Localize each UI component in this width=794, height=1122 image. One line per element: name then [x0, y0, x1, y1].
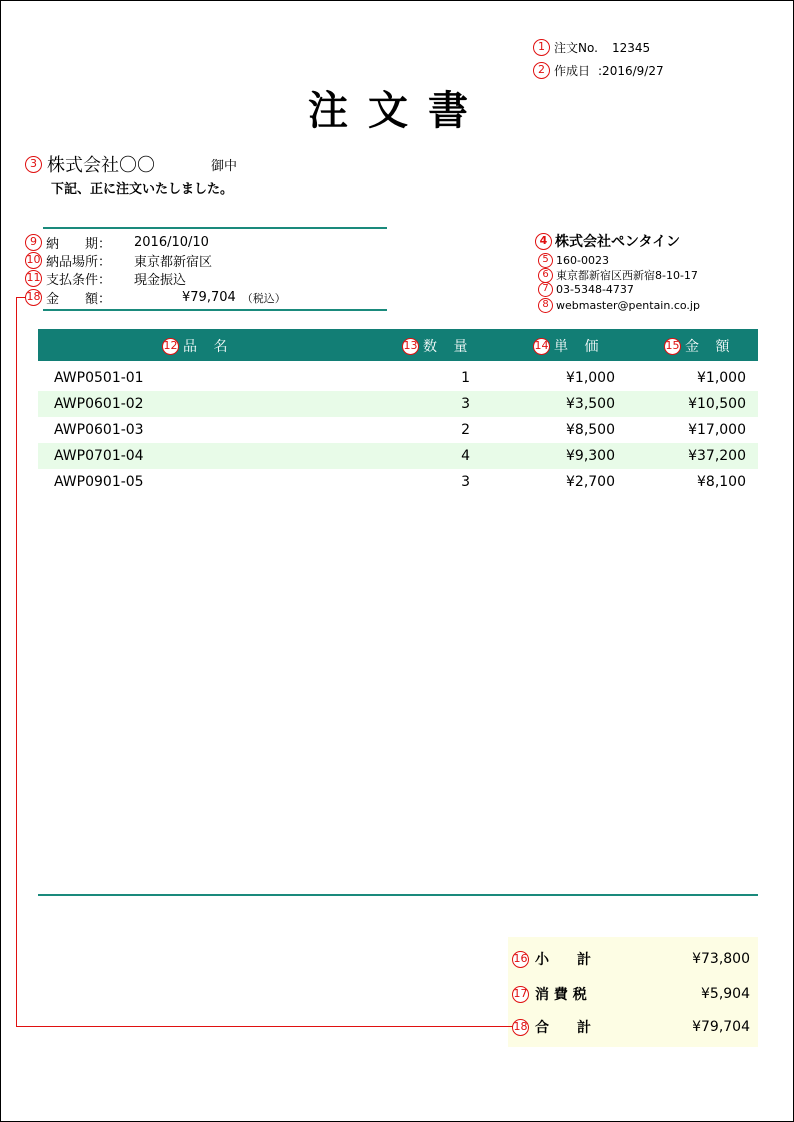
header-unit-price — [533, 336, 604, 356]
connector-line-vertical — [16, 297, 17, 1026]
table-row — [38, 417, 758, 443]
cell-quantity: 3 — [461, 474, 470, 490]
callout-marker: 17 — [512, 986, 529, 1003]
company-email-text: webmaster@pentain.co.jp — [556, 299, 700, 312]
header-item-name — [162, 336, 233, 356]
table-row — [38, 469, 758, 495]
term-label: 金 額： — [46, 292, 112, 307]
callout-marker: 14 — [533, 338, 550, 355]
creation-date-value: :2016/9/27 — [598, 63, 664, 78]
cell-unit-price: ¥2,700 — [566, 474, 615, 490]
terms-top-divider — [43, 227, 387, 229]
callout-marker: 18 — [25, 289, 42, 306]
term-amount — [25, 289, 286, 306]
callout-marker: 11 — [25, 270, 42, 287]
header-label: 単 価 — [554, 339, 605, 355]
order-number-label: 注文No. — [554, 41, 598, 55]
callout-marker: 10 — [25, 252, 42, 269]
cell-unit-price: ¥9,300 — [566, 448, 615, 464]
callout-marker: 16 — [512, 951, 529, 968]
cell-amount: ¥8,100 — [697, 474, 746, 490]
term-label: 支払条件： — [46, 273, 112, 288]
summary-total — [512, 1017, 754, 1037]
company-tel-text: 03-5348-4737 — [556, 283, 634, 296]
terms-bottom-divider — [43, 309, 387, 311]
company-zip-text: 160-0023 — [556, 254, 609, 267]
summary-value: ¥73,800 — [692, 951, 750, 967]
company-address-text: 東京都新宿区西新宿8-10-17 — [556, 269, 698, 282]
term-delivery-date — [25, 234, 209, 251]
cell-unit-price: ¥8,500 — [566, 422, 615, 438]
cell-amount: ¥1,000 — [697, 370, 746, 386]
addressee-honorific: 御中 — [211, 158, 238, 174]
creation-date-label: 作成日 — [554, 64, 591, 78]
callout-marker: 3 — [25, 156, 42, 173]
summary-label: 合 計 — [535, 1020, 591, 1036]
page-title: 注文書 — [308, 87, 488, 134]
term-value: 現金振込 — [134, 273, 187, 288]
callout-marker: 4 — [535, 233, 552, 250]
term-value: 2016/10/10 — [134, 235, 209, 250]
cell-amount: ¥37,200 — [688, 448, 746, 464]
company-tel — [538, 282, 634, 297]
table-row — [38, 443, 758, 469]
cell-item-name: AWP0901-05 — [54, 474, 144, 490]
summary-value: ¥79,704 — [692, 1019, 750, 1035]
cell-quantity: 3 — [461, 396, 470, 412]
company-name-text: 株式会社ペンタイン — [555, 234, 681, 250]
cell-amount: ¥10,500 — [688, 396, 746, 412]
tax-included-note: （税込） — [241, 291, 286, 305]
callout-marker: 15 — [664, 338, 681, 355]
cell-item-name: AWP0701-04 — [54, 448, 144, 464]
summary-tax — [512, 984, 754, 1004]
summary-box — [508, 937, 758, 1047]
cell-unit-price: ¥3,500 — [566, 396, 615, 412]
order-number-value: 12345 — [611, 40, 651, 55]
company-email — [538, 298, 700, 313]
cell-item-name: AWP0601-02 — [54, 396, 144, 412]
header-quantity — [402, 336, 473, 356]
term-delivery-place — [25, 252, 212, 269]
callout-marker: 5 — [538, 253, 553, 268]
header-label: 数 量 — [423, 339, 474, 355]
summary-subtotal — [512, 949, 754, 969]
term-value: 東京都新宿区 — [134, 255, 213, 270]
cell-item-name: AWP0601-03 — [54, 422, 144, 438]
term-label: 納品場所： — [46, 255, 112, 270]
callout-marker: 9 — [25, 234, 42, 251]
connector-line-top — [16, 297, 26, 298]
table-row — [38, 365, 758, 391]
cell-unit-price: ¥1,000 — [566, 370, 615, 386]
callout-marker: 1 — [533, 39, 550, 56]
addressee-name: 株式会社〇〇 — [47, 155, 155, 176]
header-label: 品 名 — [183, 339, 234, 355]
callout-marker: 6 — [538, 268, 553, 283]
cell-quantity: 1 — [461, 370, 470, 386]
table-row — [38, 391, 758, 417]
company-zip — [538, 253, 609, 268]
creation-date — [533, 62, 664, 79]
callout-marker: 7 — [538, 282, 553, 297]
term-label: 納 期： — [46, 237, 112, 252]
connector-line-bottom — [16, 1026, 513, 1027]
items-table-header — [38, 329, 758, 361]
callout-marker: 13 — [402, 338, 419, 355]
order-number — [533, 39, 650, 56]
company-address — [538, 267, 698, 283]
term-payment — [25, 270, 186, 287]
cell-amount: ¥17,000 — [688, 422, 746, 438]
summary-label: 小 計 — [535, 952, 591, 968]
header-label: 金 額 — [685, 339, 736, 355]
cell-item-name: AWP0501-01 — [54, 370, 144, 386]
greeting-text: 下記、正に注文いたしました。 — [51, 182, 234, 197]
header-amount — [664, 336, 735, 356]
summary-value: ¥5,904 — [701, 986, 750, 1002]
summary-label: 消 費 税 — [535, 987, 587, 1003]
callout-marker: 12 — [162, 338, 179, 355]
company-name — [535, 231, 680, 251]
term-value: ¥79,704 — [182, 290, 236, 305]
callout-marker: 2 — [533, 62, 550, 79]
callout-marker: 18 — [512, 1019, 529, 1036]
cell-quantity: 4 — [461, 448, 470, 464]
cell-quantity: 2 — [461, 422, 470, 438]
table-bottom-divider — [38, 894, 758, 896]
callout-marker: 8 — [538, 298, 553, 313]
addressee — [25, 151, 237, 177]
